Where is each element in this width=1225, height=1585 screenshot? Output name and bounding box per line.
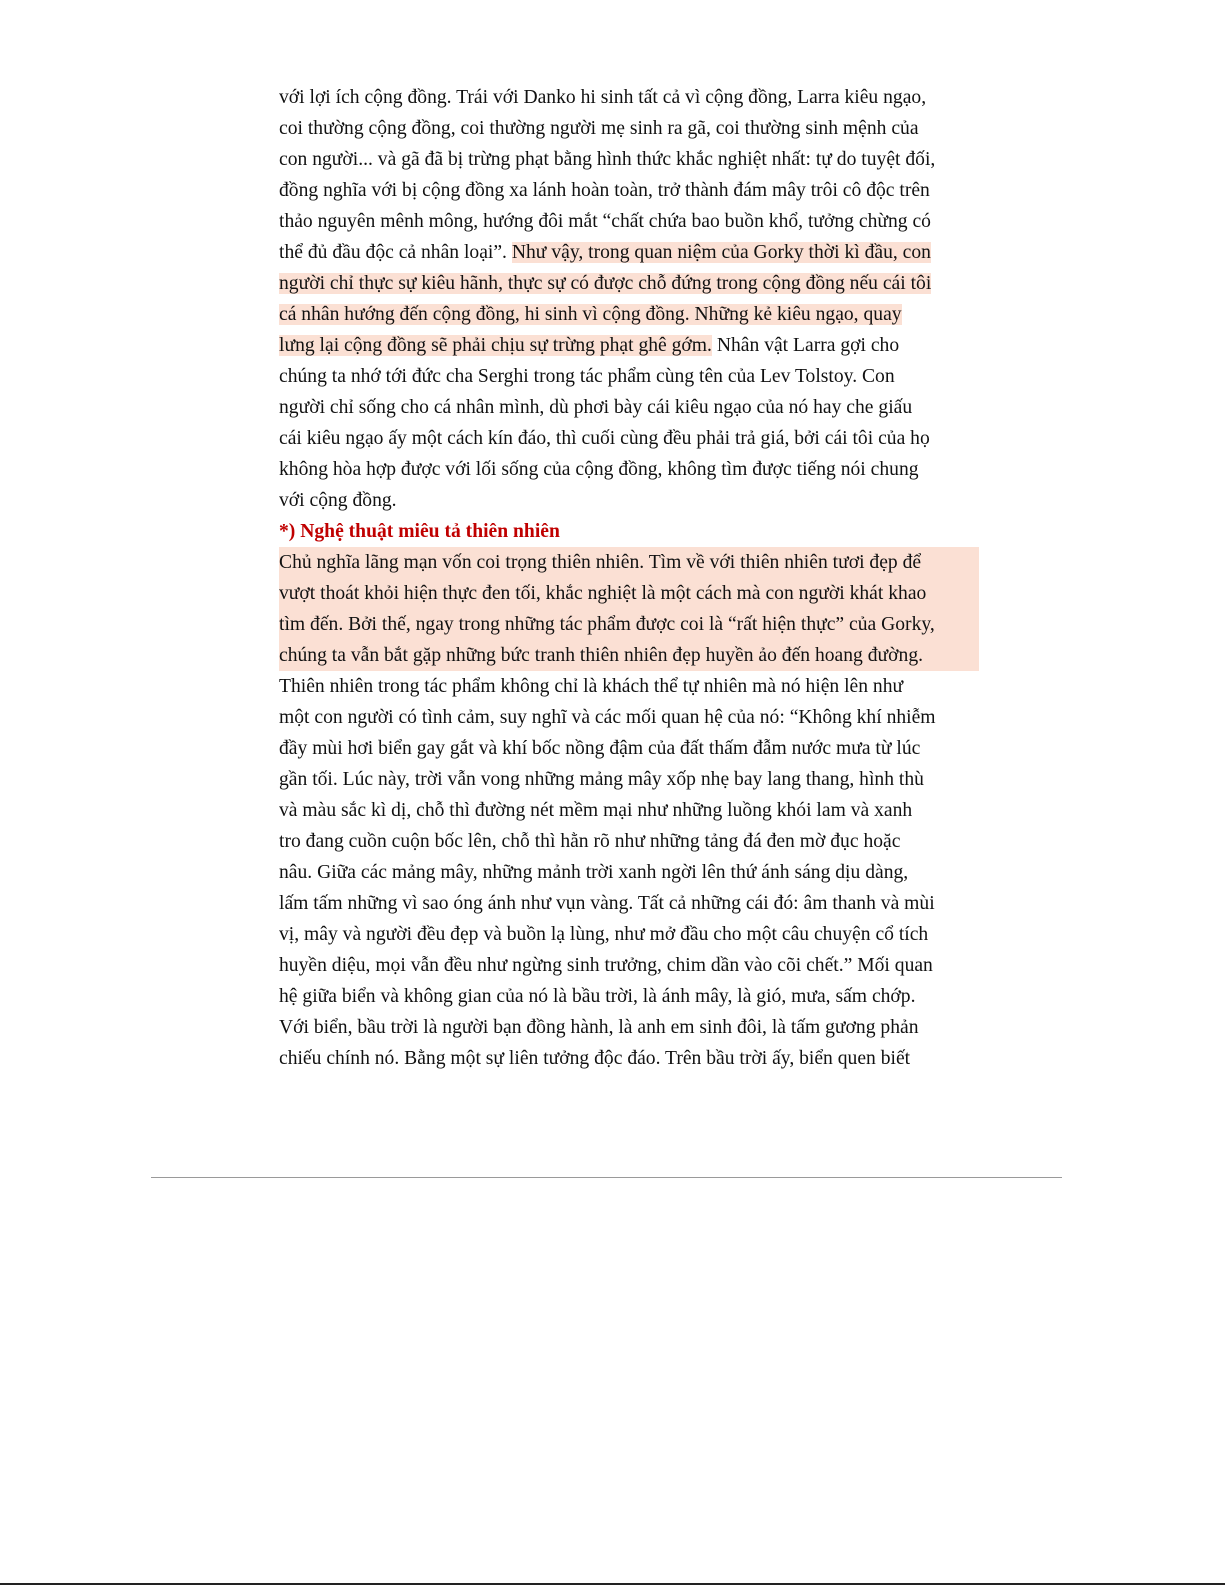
highlighted-segment: Như vậy, trong quan niệm của Gorky thời kì đầu, con [511,242,931,263]
highlighted-segment: người chỉ thực sự kiêu hãnh, thực sự có được chỗ đứng trong cộng đồng nếu cái tôi [279,273,932,294]
text-segment: thể đủ đầu độc cả nhân loại”. [279,242,512,263]
highlighted-line: tìm đến. Bởi thế, ngay trong những tác phẩm được coi là “rất hiện thực” của Gorky, [279,609,979,640]
section-heading: *) Nghệ thuật miêu tả thiên nhiên [279,521,560,542]
text-line: chúng ta nhớ tới đức cha Serghi trong tác phẩm cùng tên của Lev Tolstoy. Con [279,366,895,387]
highlighted-segment: cá nhân hướng đến cộng đồng, hi sinh vì cộng đồng. Những kẻ kiêu ngạo, quay [279,304,902,325]
text-line: tro đang cuồn cuộn bốc lên, chỗ thì hằn rõ như những tảng đá đen mờ đục hoặc [279,831,901,852]
text-line: Với biển, bầu trời là người bạn đồng hành, là anh em sinh đôi, là tấm gương phản [279,1017,919,1038]
text-line: Thiên nhiên trong tác phẩm không chỉ là khách thể tự nhiên mà nó hiện lên như [279,676,904,697]
text-line: đồng nghĩa với bị cộng đồng xa lánh hoàn toàn, trở thành đám mây trôi cô độc trên [279,180,930,201]
text-line: gần tối. Lúc này, trời vẫn vong những mảng mây xốp nhẹ bay lang thang, hình thù [279,769,924,790]
highlighted-line: vượt thoát khỏi hiện thực đen tối, khắc nghiệt là một cách mà con người khát khao [279,578,979,609]
text-line: chiếu chính nó. Bằng một sự liên tưởng độc đáo. Trên bầu trời ấy, biển quen biết [279,1048,911,1069]
text-line: con người... và gã đã bị trừng phạt bằng hình thức khắc nghiệt nhất: tự do tuyệt đối, [279,149,936,170]
text-line: nâu. Giữa các mảng mây, những mảnh trời xanh ngời lên thứ ánh sáng dịu dàng, [279,862,909,883]
highlighted-segment: lưng lại cộng đồng sẽ phải chịu sự trừng phạt ghê gớm. [279,335,712,356]
highlighted-line: Chủ nghĩa lãng mạn vốn coi trọng thiên nhiên. Tìm về với thiên nhiên tươi đẹp để [279,547,979,578]
text-line: với lợi ích cộng đồng. Trái với Danko hi sinh tất cả vì cộng đồng, Larra kiêu ngạo, [279,87,927,108]
text-line: với cộng đồng. [279,490,397,511]
text-line: thảo nguyên mênh mông, hướng đôi mắt “chất chứa bao buồn khổ, tưởng chừng có [279,211,931,232]
page-divider [151,1177,1062,1178]
body-text [279,82,979,1074]
text-line: vị, mây và người đều đẹp và buồn lạ lùng, như mở đầu cho một câu chuyện cổ tích [279,924,929,945]
text-line: và màu sắc kì dị, chỗ thì đường nét mềm mại như những luồng khói lam và xanh [279,800,913,821]
highlighted-line: chúng ta vẫn bắt gặp những bức tranh thiên nhiên đẹp huyền ảo đến hoang đường. [279,640,979,671]
text-line: huyền diệu, mọi vẫn đều như ngừng sinh trưởng, chim dần vào cõi chết.” Mối quan [279,955,933,976]
text-line: một con người có tình cảm, suy nghĩ và các mối quan hệ của nó: “Không khí nhiễm [279,707,936,728]
text-line [279,268,979,299]
text-line: người chỉ sống cho cá nhân mình, dù phơi bày cái kiêu ngạo của nó hay che giấu [279,397,913,418]
text-line: cái kiêu ngạo ấy một cách kín đáo, thì cuối cùng đều phải trả giá, bởi cái tôi của họ [279,428,930,449]
text-line: không hòa hợp được với lối sống của cộng đồng, không tìm được tiếng nói chung [279,459,919,480]
text-line [279,330,979,361]
text-line: đầy mùi hơi biển gay gắt và khí bốc nồng đậm của đất thấm đẫm nước mưa từ lúc [279,738,921,759]
text-line [279,299,979,330]
text-line: hệ giữa biển và không gian của nó là bầu trời, là ánh mây, là gió, mưa, sấm chớp. [279,986,916,1007]
text-line [279,237,979,268]
text-line: lấm tấm những vì sao óng ánh như vụn vàng. Tất cả những cái đó: âm thanh và mùi [279,893,935,914]
text-line: coi thường cộng đồng, coi thường người mẹ sinh ra gã, coi thường sinh mệnh của [279,118,919,139]
text-segment: Nhân vật Larra gợi cho [711,335,900,356]
